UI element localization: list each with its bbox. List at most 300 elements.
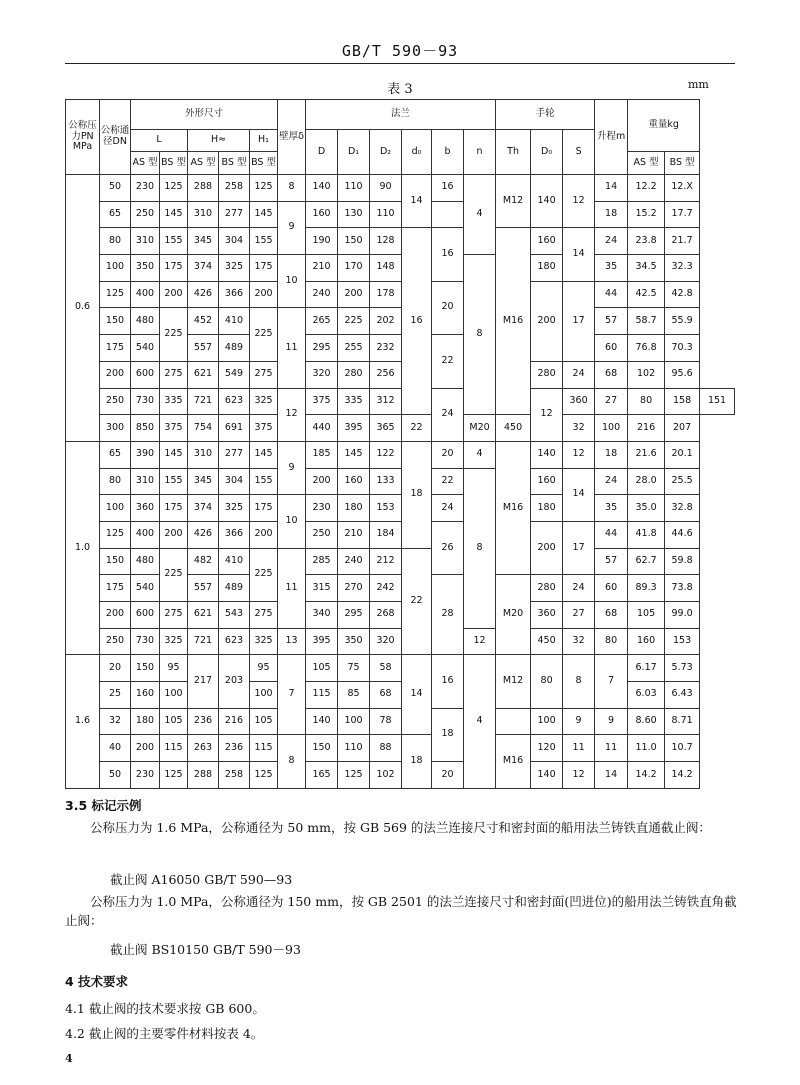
- dn-cell: 175: [100, 335, 131, 362]
- cell: 62.7: [628, 548, 665, 575]
- page-number: 4: [65, 1052, 73, 1065]
- page-header-code: GB/T 590－93: [341, 42, 459, 60]
- header-D0: D₀: [531, 130, 563, 175]
- cell: 89.3: [628, 575, 665, 602]
- dn-cell: 300: [100, 415, 131, 442]
- cell: 145: [250, 441, 278, 468]
- table-row: [66, 682, 735, 709]
- cell: 95.6: [665, 361, 700, 388]
- cell: 410: [219, 308, 250, 335]
- header-L-bs: BS 型: [160, 152, 188, 175]
- table-row: [66, 521, 735, 548]
- cell: 150: [338, 228, 370, 255]
- cell: 80: [595, 628, 628, 655]
- cell: 100: [531, 708, 563, 735]
- cell: 26: [432, 521, 464, 574]
- cell: 15.2: [628, 201, 665, 228]
- cell: 275: [250, 361, 278, 388]
- cell: 73.8: [665, 575, 700, 602]
- cell: 140: [531, 441, 563, 468]
- header-D2: D₂: [370, 130, 402, 175]
- cell: 600: [131, 361, 160, 388]
- cell: 10: [278, 495, 306, 548]
- cell: 400: [131, 521, 160, 548]
- cell: 13: [278, 628, 306, 655]
- header-D1: D₁: [338, 130, 370, 175]
- cell: 365: [370, 415, 402, 442]
- cell: 35.0: [628, 495, 665, 522]
- cell: 16: [432, 228, 464, 281]
- cell: 44: [595, 521, 628, 548]
- cell: 60: [595, 575, 628, 602]
- cell: 115: [250, 735, 278, 762]
- cell: 128: [370, 228, 402, 255]
- cell: 160: [628, 628, 665, 655]
- cell: 375: [250, 415, 278, 442]
- cell: 28.0: [628, 468, 665, 495]
- cell: 540: [131, 335, 160, 362]
- cell: 225: [338, 308, 370, 335]
- cell: M20: [496, 575, 531, 655]
- cell: 320: [370, 628, 402, 655]
- header-L: L: [131, 130, 188, 152]
- cell: 99.0: [665, 602, 700, 629]
- cell: 730: [131, 628, 160, 655]
- cell: 225: [160, 308, 188, 361]
- cell: 24: [432, 388, 464, 441]
- cell: 8.60: [628, 708, 665, 735]
- cell: 14: [402, 175, 432, 228]
- cell: 263: [188, 735, 219, 762]
- dn-cell: 150: [100, 308, 131, 335]
- table-row: [66, 415, 735, 442]
- cell: 22: [432, 468, 464, 495]
- cell: 105: [306, 655, 338, 682]
- cell: 621: [188, 602, 219, 629]
- dn-cell: 250: [100, 628, 131, 655]
- cell: 12: [563, 441, 595, 468]
- cell: 360: [563, 388, 595, 415]
- cell: 125: [338, 762, 370, 789]
- cell: 315: [306, 575, 338, 602]
- cell: 230: [306, 495, 338, 522]
- cell: 100: [595, 415, 628, 442]
- cell: 310: [188, 201, 219, 228]
- cell: 11.0: [628, 735, 665, 762]
- cell: 480: [131, 548, 160, 575]
- header-wall: 壁厚δ: [278, 100, 306, 175]
- table-row: [66, 441, 735, 468]
- cell: 375: [306, 388, 338, 415]
- cell: 202: [370, 308, 402, 335]
- cell: 258: [219, 762, 250, 789]
- cell: 175: [160, 495, 188, 522]
- cell: 200: [338, 281, 370, 308]
- cell: 325: [160, 628, 188, 655]
- cell: 21.7: [665, 228, 700, 255]
- header-n: n: [464, 130, 496, 175]
- cell: 14: [563, 468, 595, 521]
- cell: 691: [219, 415, 250, 442]
- cell: 335: [160, 388, 188, 415]
- cell: 200: [531, 281, 563, 361]
- cell: 17.7: [665, 201, 700, 228]
- header-pn: 公称压力PN MPa: [66, 100, 100, 175]
- cell: 185: [306, 441, 338, 468]
- dn-cell: 40: [100, 735, 131, 762]
- dn-cell: 250: [100, 388, 131, 415]
- header-th: Th: [496, 130, 531, 175]
- cell: 59.8: [665, 548, 700, 575]
- cell: 22: [432, 335, 464, 388]
- cell: 160: [531, 468, 563, 495]
- cell: 216: [219, 708, 250, 735]
- cell: 288: [188, 175, 219, 202]
- cell: 275: [250, 602, 278, 629]
- table-unit: mm: [688, 78, 709, 91]
- cell: 160: [306, 201, 338, 228]
- cell: 16: [432, 175, 464, 202]
- cell: 210: [338, 521, 370, 548]
- cell: 158: [665, 388, 700, 415]
- cell: M12: [496, 175, 531, 228]
- cell: 42.8: [665, 281, 700, 308]
- cell: 27: [563, 602, 595, 629]
- cell: 10.7: [665, 735, 700, 762]
- cell: 265: [306, 308, 338, 335]
- cell: 207: [665, 415, 700, 442]
- section-4-title: 4 技术要求: [65, 974, 129, 989]
- cell: 395: [338, 415, 370, 442]
- cell: 85: [338, 682, 370, 709]
- cell: 7: [278, 655, 306, 735]
- cell: 280: [531, 575, 563, 602]
- dn-cell: 50: [100, 175, 131, 202]
- cell: 277: [219, 441, 250, 468]
- cell: 295: [306, 335, 338, 362]
- cell: 27: [595, 388, 628, 415]
- table-row: [66, 201, 735, 228]
- cell: 16: [432, 655, 464, 708]
- cell: 160: [338, 468, 370, 495]
- cell: 155: [160, 228, 188, 255]
- cell: 153: [665, 628, 700, 655]
- table-row: [66, 308, 735, 335]
- cell: 426: [188, 281, 219, 308]
- cell: 210: [306, 255, 338, 282]
- dn-cell: 80: [100, 468, 131, 495]
- cell: 9: [278, 441, 306, 494]
- table-row: [66, 228, 735, 255]
- table-row: [66, 548, 735, 575]
- cell: 200: [250, 281, 278, 308]
- table-row: [66, 602, 735, 629]
- cell: 216: [628, 415, 665, 442]
- cell: 623: [219, 388, 250, 415]
- cell: 7: [595, 655, 628, 708]
- cell: 450: [531, 628, 563, 655]
- dn-cell: 125: [100, 521, 131, 548]
- cell: 175: [250, 495, 278, 522]
- cell: 340: [306, 602, 338, 629]
- cell: M16: [496, 441, 531, 574]
- cell: 170: [338, 255, 370, 282]
- cell: 310: [131, 468, 160, 495]
- cell: 8: [464, 468, 496, 628]
- cell: 90: [370, 175, 402, 202]
- header-handwheel: 手轮: [496, 100, 595, 130]
- cell: 17: [563, 281, 595, 361]
- cell: 557: [188, 335, 219, 362]
- cell: 165: [306, 762, 338, 789]
- cell: 44.6: [665, 521, 700, 548]
- cell: 148: [370, 255, 402, 282]
- cell: 60: [595, 335, 628, 362]
- cell: 125: [250, 175, 278, 202]
- cell: 122: [370, 441, 402, 468]
- cell: 14.2: [665, 762, 700, 789]
- cell: M16: [496, 228, 531, 415]
- cell: 100: [160, 682, 188, 709]
- cell: 12: [531, 388, 563, 441]
- cell: 76.8: [628, 335, 665, 362]
- cell: 11: [278, 308, 306, 388]
- dn-cell: 65: [100, 201, 131, 228]
- cell: 350: [131, 255, 160, 282]
- cell: 175: [160, 255, 188, 282]
- pn-cell: 1.6: [66, 655, 100, 789]
- cell: 240: [338, 548, 370, 575]
- cell: 14: [595, 175, 628, 202]
- cell: 256: [370, 361, 402, 388]
- table-row: [66, 628, 735, 655]
- cell: 4: [464, 655, 496, 789]
- cell: 68: [595, 361, 628, 388]
- cell: 17: [563, 521, 595, 574]
- example-1-code: 截止阀 A16050 GB/T 590—93: [110, 872, 293, 887]
- cell: 151: [700, 388, 735, 415]
- cell: 225: [250, 308, 278, 361]
- valve-dimension-table: [65, 99, 735, 789]
- cell: 24: [563, 361, 595, 388]
- cell: 180: [338, 495, 370, 522]
- cell: 130: [338, 201, 370, 228]
- table-row: [66, 735, 735, 762]
- cell: 14: [563, 228, 595, 281]
- cell: 20.1: [665, 441, 700, 468]
- header-rule: [65, 63, 735, 64]
- cell: 754: [188, 415, 219, 442]
- cell: 230: [131, 762, 160, 789]
- cell: 32: [563, 415, 595, 442]
- table-row: [66, 361, 735, 388]
- cell: 482: [188, 548, 219, 575]
- cell: 57: [595, 548, 628, 575]
- cell: 105: [250, 708, 278, 735]
- dn-cell: 200: [100, 361, 131, 388]
- cell: M12: [496, 655, 531, 708]
- cell: 450: [496, 415, 531, 442]
- cell: 18: [595, 441, 628, 468]
- cell: 55.9: [665, 308, 700, 335]
- dn-cell: 175: [100, 575, 131, 602]
- cell: 8.71: [665, 708, 700, 735]
- cell: 78: [370, 708, 402, 735]
- cell: 360: [531, 602, 563, 629]
- header-S: S: [563, 130, 595, 175]
- cell: 153: [370, 495, 402, 522]
- cell: 145: [160, 441, 188, 468]
- cell: 115: [160, 735, 188, 762]
- cell: 325: [219, 255, 250, 282]
- cell: 410: [219, 548, 250, 575]
- cell: 16: [402, 228, 432, 415]
- cell: 115: [306, 682, 338, 709]
- cell: 721: [188, 628, 219, 655]
- cell: 32: [563, 628, 595, 655]
- cell: 102: [370, 762, 402, 789]
- cell: 480: [131, 308, 160, 335]
- cell: 6.43: [665, 682, 700, 709]
- section-4-1: 4.1 截止阀的技术要求按 GB 600。: [65, 1001, 265, 1016]
- cell: 20: [432, 441, 464, 468]
- cell: 12.X: [665, 175, 700, 202]
- cell: 12: [464, 628, 496, 655]
- section-4-2: 4.2 截止阀的主要零件材料按表 4。: [65, 1026, 264, 1041]
- cell: 200: [131, 735, 160, 762]
- cell: 75: [338, 655, 370, 682]
- header-H-as: AS 型: [188, 152, 219, 175]
- table-row: [66, 762, 735, 789]
- cell: 110: [338, 735, 370, 762]
- cell: 8: [278, 175, 306, 202]
- cell: 217: [188, 655, 219, 708]
- cell: 250: [306, 521, 338, 548]
- header-H-bs: BS 型: [219, 152, 250, 175]
- cell: 125: [160, 175, 188, 202]
- cell: 145: [250, 201, 278, 228]
- cell: 489: [219, 335, 250, 362]
- example-2-description: 公称压力为 1.0 MPa，公称通径为 150 mm，按 GB 2501 的法兰连接尺寸和密封面(凹进位)的船用法兰铸铁直角截止阀：: [65, 894, 737, 928]
- cell: 70.3: [665, 335, 700, 362]
- cell: 32.3: [665, 255, 700, 282]
- cell: 225: [250, 548, 278, 601]
- table-row: [66, 655, 735, 682]
- table-row: [66, 255, 735, 282]
- cell: 4: [464, 175, 496, 255]
- cell: 374: [188, 495, 219, 522]
- cell: 426: [188, 521, 219, 548]
- cell: 375: [160, 415, 188, 442]
- cell: 18: [432, 708, 464, 761]
- cell: 11: [278, 548, 306, 628]
- cell: 325: [250, 628, 278, 655]
- cell: 105: [160, 708, 188, 735]
- cell: 203: [219, 655, 250, 708]
- cell: 236: [219, 735, 250, 762]
- cell: 390: [131, 441, 160, 468]
- cell: 22: [402, 415, 432, 442]
- cell: 295: [338, 602, 370, 629]
- header-b: b: [432, 130, 464, 175]
- cell: 623: [219, 628, 250, 655]
- dn-cell: 20: [100, 655, 131, 682]
- cell: 5.73: [665, 655, 700, 682]
- table-row: [66, 388, 735, 415]
- cell: 24: [563, 575, 595, 602]
- dn-cell: 80: [100, 228, 131, 255]
- cell: 304: [219, 228, 250, 255]
- cell: 140: [306, 175, 338, 202]
- cell: 285: [306, 548, 338, 575]
- table-row: [66, 495, 735, 522]
- cell: 621: [188, 361, 219, 388]
- cell: 95: [160, 655, 188, 682]
- cell: 12: [563, 175, 595, 228]
- cell: 14.2: [628, 762, 665, 789]
- cell: 18: [595, 201, 628, 228]
- cell: 110: [370, 201, 402, 228]
- cell: 120: [531, 735, 563, 762]
- cell: 400: [131, 281, 160, 308]
- cell: 18: [402, 441, 432, 548]
- cell: 11: [563, 735, 595, 762]
- cell: 310: [131, 228, 160, 255]
- cell: 9: [278, 201, 306, 254]
- cell: 374: [188, 255, 219, 282]
- cell: 543: [219, 602, 250, 629]
- cell: 23.8: [628, 228, 665, 255]
- cell: 212: [370, 548, 402, 575]
- cell: 557: [188, 575, 219, 602]
- cell: 105: [628, 602, 665, 629]
- example-2-code: 截止阀 BS10150 GB/T 590－93: [110, 942, 301, 957]
- cell: 22: [402, 548, 432, 655]
- dn-cell: 125: [100, 281, 131, 308]
- cell: 277: [219, 201, 250, 228]
- pn-cell: 1.0: [66, 441, 100, 655]
- cell: 140: [531, 762, 563, 789]
- cell: 44: [595, 281, 628, 308]
- header-dn: 公称通径DN: [100, 100, 131, 175]
- cell: 440: [306, 415, 338, 442]
- cell: 178: [370, 281, 402, 308]
- cell: 125: [160, 762, 188, 789]
- cell: 325: [250, 388, 278, 415]
- table-row: [66, 281, 735, 308]
- cell: 345: [188, 228, 219, 255]
- cell: 25.5: [665, 468, 700, 495]
- cell: 11: [595, 735, 628, 762]
- cell: 6.03: [628, 682, 665, 709]
- cell: 8: [278, 735, 306, 789]
- cell: 4: [464, 441, 496, 468]
- cell: 14: [595, 762, 628, 789]
- cell: 10: [278, 255, 306, 308]
- cell: 58: [370, 655, 402, 682]
- table-caption: 表 3: [387, 82, 413, 97]
- cell: 721: [188, 388, 219, 415]
- cell: 100: [250, 682, 278, 709]
- section-3-5-title: 3.5 标记示例: [65, 798, 142, 813]
- cell: 102: [628, 361, 665, 388]
- cell: 310: [188, 441, 219, 468]
- cell: 184: [370, 521, 402, 548]
- cell: 140: [531, 175, 563, 228]
- cell: 345: [188, 468, 219, 495]
- cell: 41.8: [628, 521, 665, 548]
- cell: 200: [531, 521, 563, 574]
